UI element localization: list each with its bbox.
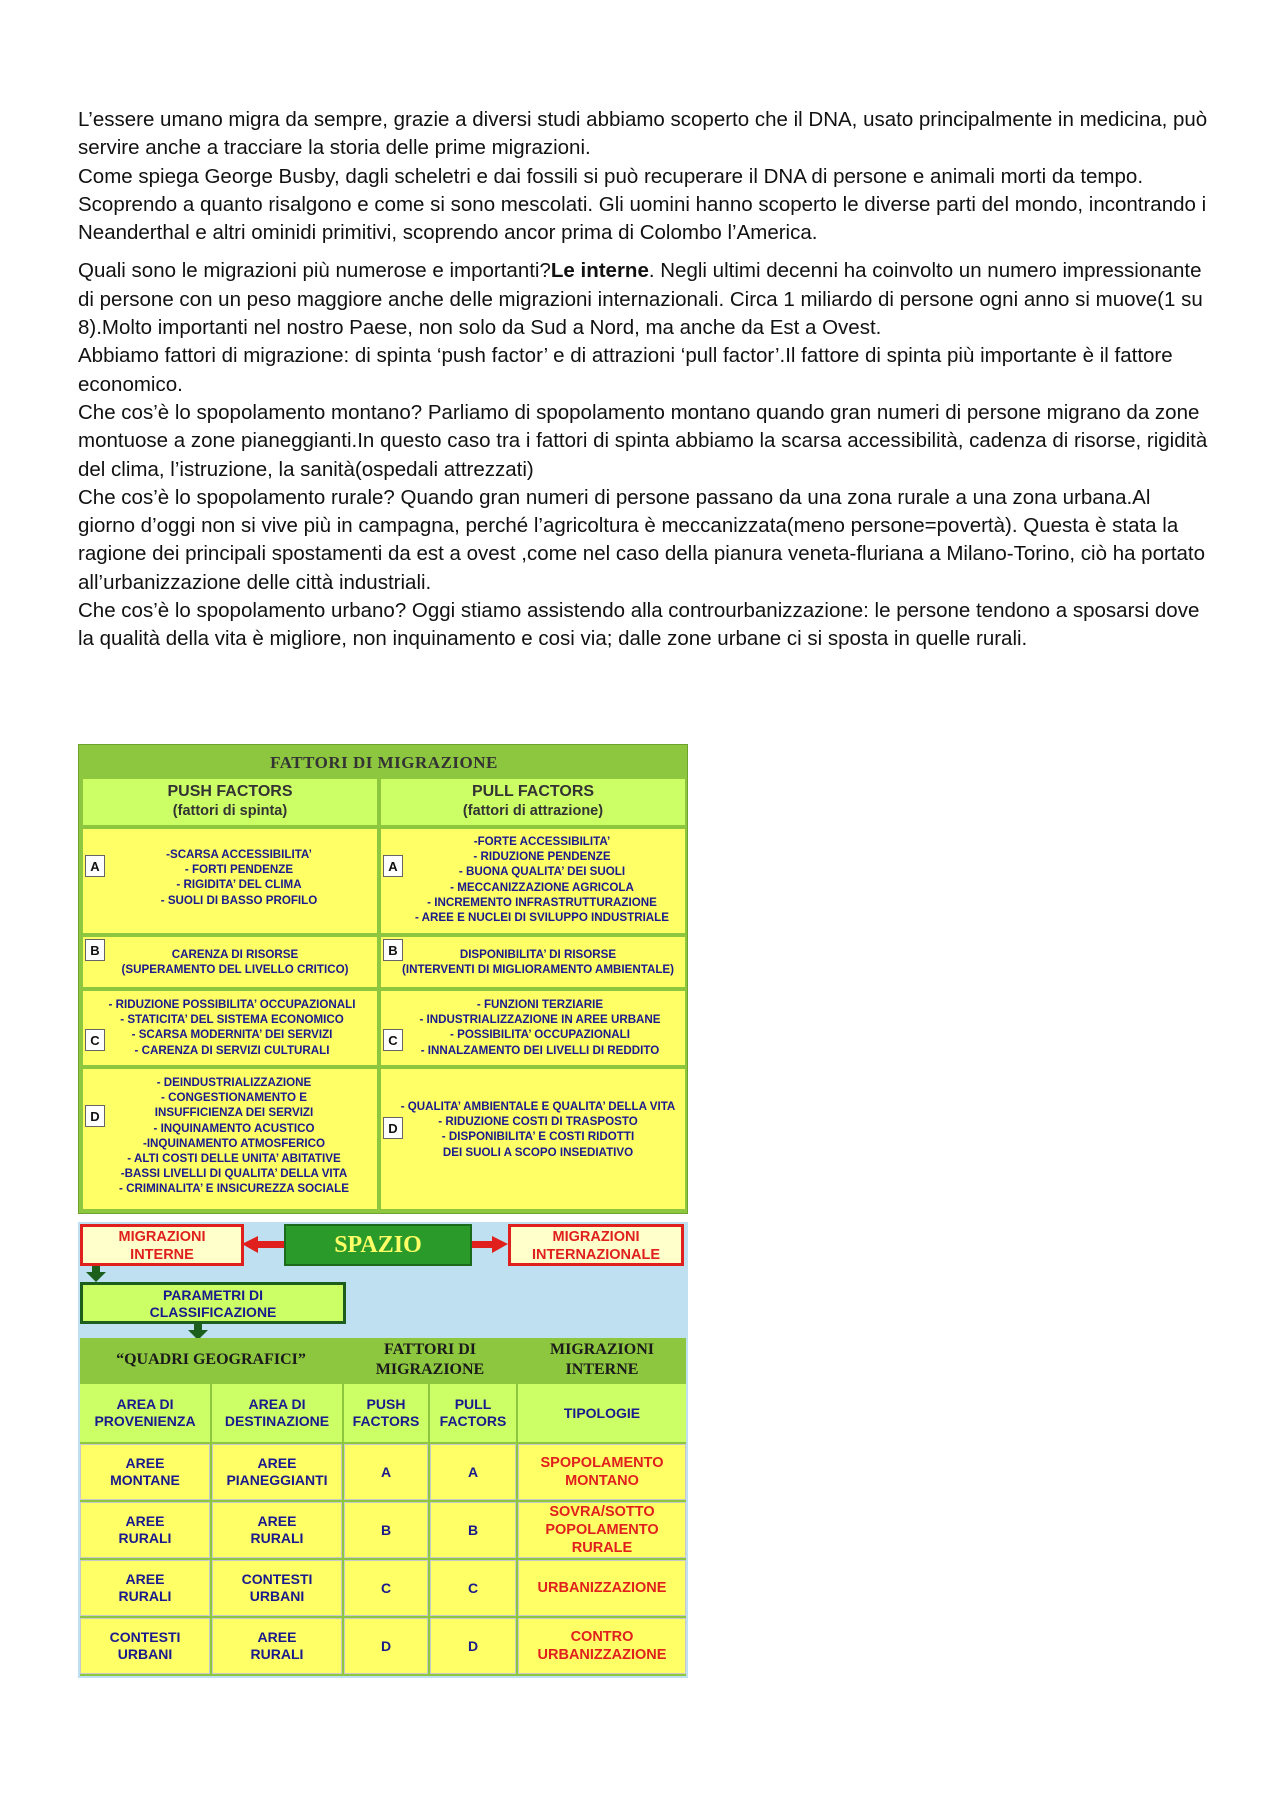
push-c-item: - CARENZA DI SERVIZI CULTURALI bbox=[134, 1043, 330, 1057]
push-d-item: - CRIMINALITA’ E INSICUREZZA SOCIALE bbox=[119, 1182, 349, 1196]
tip-line: POPOLAMENTO bbox=[545, 1522, 659, 1538]
header-fattori bbox=[344, 1338, 516, 1382]
label-c-push: C bbox=[85, 1029, 105, 1051]
push-a-list bbox=[83, 847, 377, 908]
pull-c-item: - INNALZAMENTO DEI LIVELLI DI REDDITO bbox=[420, 1043, 660, 1057]
right-arrow bbox=[472, 1236, 508, 1253]
migrazioni-internazionale-box bbox=[508, 1224, 684, 1266]
cell-line: AREE bbox=[257, 1455, 297, 1471]
cell-line: AREE bbox=[257, 1513, 297, 1529]
down-arrow-left bbox=[86, 1264, 106, 1282]
pull-c-item: - FUNZIONI TERZIARIE bbox=[476, 998, 604, 1011]
push-header-cell bbox=[83, 779, 377, 825]
sub-line: PROVENIENZA bbox=[94, 1413, 196, 1429]
push-d-item: - INQUINAMENTO ACUSTICO bbox=[153, 1121, 315, 1135]
sub-line: DESTINAZIONE bbox=[224, 1413, 330, 1429]
pull-c-list bbox=[381, 997, 685, 1058]
tip-line: URBANIZZAZIONE bbox=[537, 1580, 667, 1596]
row-2-pull: B bbox=[430, 1502, 516, 1558]
pull-subheader: (fattori di attrazione) bbox=[462, 803, 604, 819]
label-b-push: B bbox=[85, 939, 105, 961]
pull-a-item: - AREE E NUCLEI DI SVILUPPO INDUSTRIALE bbox=[414, 911, 669, 925]
sub-line: PULL bbox=[454, 1396, 492, 1412]
row-4-pull: D bbox=[430, 1618, 516, 1674]
pull-d-item: DEI SUOLI A SCOPO INSEDIATIVO bbox=[442, 1145, 634, 1159]
cell-line: CONTESTI bbox=[109, 1629, 181, 1645]
paragraph-fattori: Abbiamo fattori di migrazione: di spinta ‘push factor’ e di attrazioni ‘pull factor’.Il fattore di spinta più importante è il fattore economico. bbox=[78, 344, 1173, 396]
push-c-list bbox=[83, 997, 377, 1058]
pull-cell-b bbox=[381, 937, 685, 987]
row-4-destinazione bbox=[212, 1618, 342, 1674]
pull-a-list bbox=[381, 834, 685, 925]
spazio-diagram bbox=[78, 1222, 688, 1678]
cell-line: MONTANE bbox=[110, 1472, 180, 1488]
pull-d-item: - RIDUZIONE COSTI DI TRASPOSTO bbox=[438, 1115, 638, 1129]
body-text bbox=[78, 106, 1208, 654]
push-c-item: - SCARSA MODERNITA’ DEI SERVIZI bbox=[131, 1028, 333, 1042]
pull-a-item: - RIDUZIONE PENDENZE bbox=[473, 850, 611, 864]
sub-destinazione bbox=[212, 1384, 342, 1442]
push-d-list bbox=[83, 1075, 377, 1197]
label-d-pull: D bbox=[383, 1117, 403, 1139]
sub-tipologie: TIPOLOGIE bbox=[518, 1384, 686, 1442]
fattori-migrazione-table bbox=[78, 744, 688, 1214]
parametri-box bbox=[80, 1282, 346, 1324]
row-4-push: D bbox=[344, 1618, 428, 1674]
paragraph-busby: Come spiega George Busby, dagli scheletri e dai fossili si può recuperare il DNA di persone e animali morti da tempo. Scoprendo a quanto risalgono e come si sono mescolati. Gli uomini hanno scoperto le diverse parti del mondo, incontrando i Neanderthal e altri ominidi primitivi, scoprendo ancor prima di Colombo l’America. bbox=[78, 164, 1207, 245]
spazio-box: SPAZIO bbox=[284, 1224, 472, 1266]
row-2-destinazione bbox=[212, 1502, 342, 1558]
push-a-item: - SUOLI DI BASSO PROFILO bbox=[160, 893, 318, 907]
sub-line: PUSH bbox=[366, 1396, 406, 1412]
cell-line: RURALI bbox=[118, 1588, 172, 1604]
row-1-push: A bbox=[344, 1444, 428, 1500]
row-2-provenienza bbox=[80, 1502, 210, 1558]
paragraph-rurale: Che cos’è lo spopolamento rurale? Quando gran numeri di persone passano da una zona rurale a una zona urbana.Al giorno d’oggi non si vive più in campagna, perché l’agricoltura è meccanizzata(meno persone=povertà). Questa è stata la ragione dei principali spostamenti da est a ovest ,come nel caso della pianura veneta-fluriana a Milano-Torino, ciò ha portato all’urbanizzazione delle città industriali. bbox=[78, 485, 1206, 594]
header-migrazioni bbox=[518, 1338, 686, 1382]
row-3-pull: C bbox=[430, 1560, 516, 1616]
push-cell-a bbox=[83, 829, 377, 933]
pull-c-item: - POSSIBILITA’ OCCUPAZIONALI bbox=[450, 1028, 630, 1042]
push-a-item: - FORTI PENDENZE bbox=[184, 863, 294, 877]
param-line: CLASSIFICAZIONE bbox=[149, 1304, 277, 1320]
cell-line: AREE bbox=[257, 1629, 297, 1645]
pull-d-list bbox=[381, 1099, 685, 1160]
header-migrazioni-line: MIGRAZIONI bbox=[549, 1341, 654, 1358]
cell-line: URBANI bbox=[117, 1646, 173, 1662]
tip-line: MONTANO bbox=[565, 1473, 639, 1489]
row-3-tipologia bbox=[518, 1560, 686, 1616]
paragraph-dna: L’essere umano migra da sempre, grazie a diversi studi abbiamo scoperto che il DNA, usato principalmente in medicina, può servire anche a tracciare la storia delle prime migrazioni. bbox=[78, 108, 1208, 160]
fattori-title: FATTORI DI MIGRAZIONE bbox=[270, 753, 498, 772]
tip-line: URBANIZZAZIONE bbox=[537, 1647, 667, 1663]
pull-d-item: - QUALITA’ AMBIENTALE E QUALITA’ DELLA VITA bbox=[400, 1100, 676, 1113]
push-d-item: - DEINDUSTRIALIZZAZIONE bbox=[156, 1076, 312, 1089]
pull-b-item: (INTERVENTI DI MIGLIORAMENTO AMBIENTALE) bbox=[401, 963, 675, 977]
sub-line: FACTORS bbox=[352, 1413, 420, 1429]
internazionale-line: INTERNAZIONALE bbox=[531, 1247, 661, 1263]
push-d-item: - CONGESTIONAMENTO E bbox=[160, 1091, 307, 1105]
left-arrow bbox=[242, 1236, 284, 1253]
pull-b-list bbox=[381, 947, 685, 977]
pull-a-item: - BUONA QUALITA’ DEI SUOLI bbox=[458, 865, 626, 879]
interne-rest: . Negli ultimi decenni ha coinvolto un numero impressionante di persone con un peso maggiore anche delle migrazioni internazionali. Circa 1 miliardo di persone ogni anno si muove(1 su 8).Molto importanti nel nostro Paese, non solo da Sud a Nord, ma anche da Est a Ovest. bbox=[78, 259, 1203, 340]
header-quadri: “QUADRI GEOGRAFICI” bbox=[80, 1338, 342, 1382]
tip-line: SPOPOLAMENTO bbox=[540, 1455, 664, 1471]
internazionale-line: MIGRAZIONI bbox=[552, 1229, 640, 1245]
push-d-item: -BASSI LIVELLI DI QUALITA’ DELLA VITA bbox=[120, 1167, 348, 1181]
push-a-item: - RIGIDITA’ DEL CLIMA bbox=[176, 878, 302, 892]
cell-line: AREE bbox=[125, 1455, 165, 1471]
cell-line: RURALI bbox=[250, 1646, 304, 1662]
pull-cell-a bbox=[381, 829, 685, 933]
cell-line: URBANI bbox=[249, 1588, 305, 1604]
sub-line: AREA DI bbox=[248, 1396, 306, 1412]
pull-cell-d bbox=[381, 1069, 685, 1209]
param-line: PARAMETRI DI bbox=[162, 1287, 264, 1303]
row-1-pull: A bbox=[430, 1444, 516, 1500]
label-d-push: D bbox=[85, 1105, 105, 1127]
pull-a-item: -FORTE ACCESSIBILITA’ bbox=[473, 835, 611, 848]
pull-a-item: - MECCANIZZAZIONE AGRICOLA bbox=[450, 880, 634, 894]
push-c-item: - STATICITA’ DEL SISTEMA ECONOMICO bbox=[120, 1013, 344, 1027]
label-a-pull: A bbox=[383, 855, 403, 877]
classificazione-grid bbox=[80, 1338, 686, 1676]
interne-line: INTERNE bbox=[130, 1247, 194, 1263]
row-1-tipologia bbox=[518, 1444, 686, 1500]
push-cell-d bbox=[83, 1069, 377, 1209]
pull-b-item: DISPONIBILITA’ DI RISORSE bbox=[459, 948, 617, 961]
tip-line: RURALE bbox=[571, 1540, 633, 1556]
pull-cell-c bbox=[381, 991, 685, 1065]
label-b-pull: B bbox=[383, 939, 403, 961]
interne-bold: Le interne bbox=[550, 259, 649, 283]
cell-line: CONTESTI bbox=[241, 1571, 313, 1587]
push-cell-b bbox=[83, 937, 377, 987]
pull-d-item: - DISPONIBILITA’ E COSTI RIDOTTI bbox=[441, 1130, 635, 1144]
row-1-destinazione bbox=[212, 1444, 342, 1500]
row-4-tipologia bbox=[518, 1618, 686, 1674]
header-fattori-line: MIGRAZIONE bbox=[375, 1361, 485, 1378]
row-1-provenienza bbox=[80, 1444, 210, 1500]
cell-line: RURALI bbox=[250, 1530, 304, 1546]
row-4-provenienza bbox=[80, 1618, 210, 1674]
header-migrazioni-line: INTERNE bbox=[565, 1361, 639, 1378]
sub-provenienza bbox=[80, 1384, 210, 1442]
pull-c-item: - INDUSTRIALIZZAZIONE IN AREE URBANE bbox=[419, 1013, 661, 1027]
push-d-item: - ALTI COSTI DELLE UNITA’ ABITATIVE bbox=[127, 1152, 341, 1166]
cell-line: RURALI bbox=[118, 1530, 172, 1546]
sub-push bbox=[344, 1384, 428, 1442]
tip-line: SOVRA/SOTTO bbox=[549, 1504, 655, 1520]
label-c-pull: C bbox=[383, 1029, 403, 1051]
paragraph-urbano: Che cos’è lo spopolamento urbano? Oggi stiamo assistendo alla controurbanizzazione: le persone tendono a sposarsi dove la qualità della vita è migliore, non inquinamento e cosi via; dalle zone urbane ci si sposta in quelle rurali. bbox=[78, 599, 1200, 651]
push-header: PUSH FACTORS bbox=[167, 783, 293, 800]
interne-question: Quali sono le migrazioni più numerose e importanti? bbox=[78, 259, 551, 283]
tip-line: CONTRO bbox=[570, 1629, 634, 1645]
paragraph-interne bbox=[78, 257, 1208, 342]
interne-line: MIGRAZIONI bbox=[118, 1229, 206, 1245]
migrazioni-interne-box bbox=[80, 1224, 244, 1266]
push-cell-c bbox=[83, 991, 377, 1065]
push-b-item: (SUPERAMENTO DEL LIVELLO CRITICO) bbox=[121, 963, 349, 977]
row-3-provenienza bbox=[80, 1560, 210, 1616]
sub-line: AREA DI bbox=[116, 1396, 174, 1412]
push-a-item: -SCARSA ACCESSIBILITA’ bbox=[166, 848, 312, 861]
label-a-push: A bbox=[85, 855, 105, 877]
row-2-tipologia bbox=[518, 1502, 686, 1558]
cell-line: AREE bbox=[125, 1513, 165, 1529]
row-3-destinazione bbox=[212, 1560, 342, 1616]
header-fattori-line: FATTORI DI bbox=[383, 1341, 476, 1358]
pull-header-cell bbox=[381, 779, 685, 825]
sub-pull bbox=[430, 1384, 516, 1442]
cell-line: AREE bbox=[125, 1571, 165, 1587]
pull-a-item: - INCREMENTO INFRASTRUTTURAZIONE bbox=[427, 895, 657, 909]
sub-line: FACTORS bbox=[439, 1413, 507, 1429]
row-3-push: C bbox=[344, 1560, 428, 1616]
push-b-item: CARENZA DI RISORSE bbox=[171, 948, 299, 961]
push-b-list bbox=[83, 947, 377, 977]
row-2-push: B bbox=[344, 1502, 428, 1558]
paragraph-montano: Che cos’è lo spopolamento montano? Parliamo di spopolamento montano quando gran numeri di persone migrano da zone montuose a zone pianeggianti.In questo caso tra i fattori di spinta abbiamo la scarsa accessibilità, cadenza di risorse, rigidità del clima, l’istruzione, la sanità(ospedali attrezzati) bbox=[78, 400, 1208, 481]
push-d-item: INSUFFICIENZA DEI SERVIZI bbox=[154, 1106, 314, 1120]
push-c-item: - RIDUZIONE POSSIBILITA’ OCCUPAZIONALI bbox=[108, 998, 356, 1011]
push-d-item: -INQUINAMENTO ATMOSFERICO bbox=[142, 1136, 326, 1150]
push-subheader: (fattori di spinta) bbox=[172, 803, 288, 819]
pull-header: PULL FACTORS bbox=[471, 783, 595, 800]
cell-line: PIANEGGIANTI bbox=[226, 1472, 328, 1488]
